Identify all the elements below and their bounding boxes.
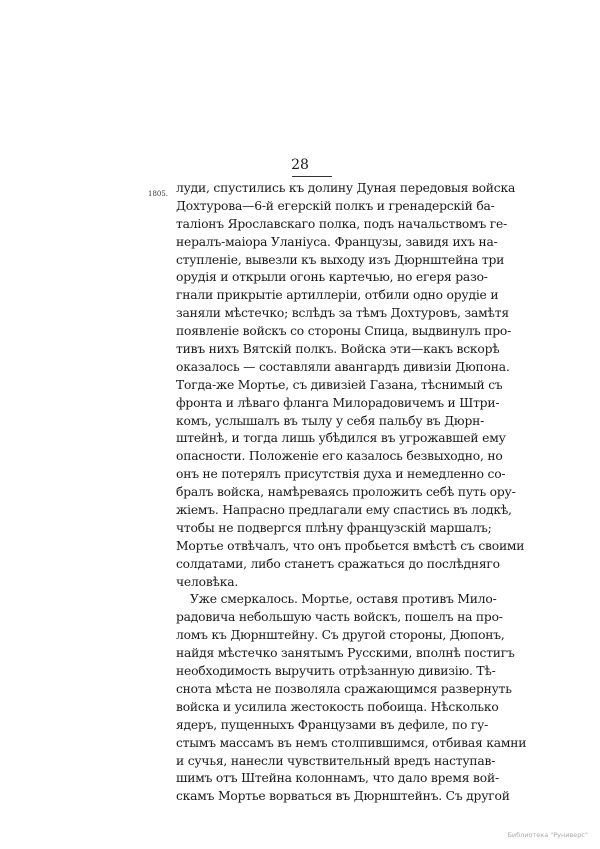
text-line: орудія и открыли огонь картечью, но егеря разо-: [176, 270, 488, 285]
text-line: бралъ войска, намѣреваясь проложить себѣ путь ору-: [176, 485, 516, 500]
text-line: скамъ Мортье ворваться въ Дюрнштейнъ. Съ другой: [176, 789, 510, 804]
text-line: заняли мѣстечко; вслѣдъ за тѣмъ Дохтуровъ, замѣтя: [176, 306, 509, 321]
text-line: найдя мѣстечко занятымъ Русскими, вполнѣ постигъ: [176, 646, 515, 661]
text-line: солдатами, либо станетъ сражаться до послѣдняго: [176, 556, 500, 571]
paragraph: [176, 180, 525, 591]
text-line: шимъ отъ Штейна колоннамъ, что дало время вой-: [176, 771, 499, 786]
text-line: Уже смеркалось. Мортье, оставя противъ Мило-: [190, 592, 497, 607]
text-line: Мортье отвѣчалъ, что онъ пробьется вмѣстѣ съ своими: [176, 538, 525, 553]
text-line: чтобы не подвергся плѣну французскій маршалъ;: [176, 520, 492, 535]
text-line: штейнѣ, и тогда лишь убѣдился въ угрожавшей ему: [176, 431, 506, 446]
body-text: [176, 180, 527, 806]
text-line: стымъ массамъ въ немъ столпившимся, отбивая камни: [176, 735, 527, 750]
text-line: таліонъ Ярославскаго полка, подъ начальствомъ ге-: [176, 216, 508, 231]
page-number: 28: [291, 157, 309, 173]
text-line: луди, спустились къ долину Дуная передовыя войска: [176, 181, 516, 195]
page-number-rule: [292, 176, 332, 177]
text-line: нералъ-маіора Уланіуса. Французы, завидя ихъ на-: [176, 234, 498, 249]
text-line: Дохтурова—6-й егерскій полкъ и гренадерскій ба-: [176, 198, 495, 213]
text-line: ядеръ, пущенныхъ Французами въ дефиле, по гу-: [176, 717, 489, 732]
text-line: ломъ къ Дюрнштейну. Съ другой стороны, Дюпонъ,: [176, 628, 505, 643]
margin-year-note: 1805.: [148, 190, 169, 198]
library-watermark: Библиотека "Руниверс": [507, 831, 588, 839]
text-line: и сучья, нанесли чувствительный вредъ наступав-: [176, 753, 496, 768]
text-line: появленіе войскъ со стороны Спица, выдвинулъ про-: [176, 324, 512, 339]
text-line: Тогда-же Мортье, съ дивизіей Газана, тѣснимый съ: [176, 377, 503, 392]
text-line: войска и усилила жестокость побоища. Нѣсколько: [176, 699, 499, 714]
text-line: радовича небольшую часть войскъ, пошелъ на про-: [176, 610, 503, 625]
text-line: ступленіе, вывезли къ выходу изъ Дюрнштейна три: [176, 252, 505, 267]
text-line: комъ, услышалъ въ тылу у себя пальбу въ Дюрн-: [176, 413, 485, 428]
text-line: жіемъ. Напрасно предлагали ему спастись въ лодкѣ,: [176, 503, 512, 518]
text-line: гнали прикрытіе артиллеріи, отбили одно орудіе и: [176, 288, 499, 303]
text-line: человѣка.: [176, 574, 239, 589]
paragraph: [176, 591, 527, 806]
text-line: тивъ нихъ Вятскій полкъ. Войска эти—какъ вскорѣ: [176, 342, 500, 357]
text-line: фронта и лѣваго фланга Милорадовичемъ и Штри-: [176, 395, 500, 410]
text-line: снота мѣста не позволяла сражающимся развернуть: [176, 681, 512, 696]
text-line: необходимость выручить отрѣзанную дивизію. Тѣ-: [176, 664, 496, 679]
text-line: оказалось — составляли авангардъ дивизіи Дюпона.: [176, 359, 510, 374]
text-line: опасности. Положеніе его казалось безвыходно, но: [176, 449, 503, 464]
text-line: онъ не потерялъ присутствія духа и немедленно со-: [176, 467, 506, 482]
